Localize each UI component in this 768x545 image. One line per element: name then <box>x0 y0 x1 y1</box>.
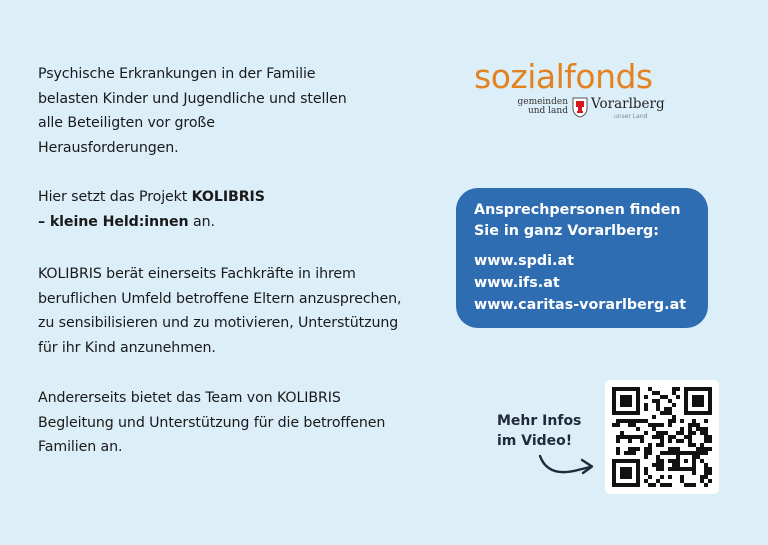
link-spdi[interactable]: www.spdi.at <box>474 253 574 269</box>
contact-heading <box>474 200 708 242</box>
text-fragment: Hier setzt das Projekt <box>38 189 192 205</box>
professionals-paragraph <box>38 262 401 360</box>
text-line: für ihr Kind anzunehmen. <box>38 339 216 356</box>
text-line: belasten Kinder und Jugendliche und stellen <box>38 90 347 107</box>
contact-heading-line: Ansprechpersonen finden <box>474 202 681 218</box>
link-ifs[interactable]: www.ifs.at <box>474 275 560 291</box>
logo-region: Vorarlberg <box>591 96 665 112</box>
text-line: alle Beteiligten vor große <box>38 115 215 131</box>
project-name: KOLIBRIS <box>191 189 265 205</box>
logo-wordmark: sozialfonds <box>474 57 653 96</box>
text-line: Begleitung und Unterstützung für die betroffenen <box>38 414 386 431</box>
text-line: Herausforderungen. <box>38 139 179 156</box>
text-line: zu sensibilisieren und zu motivieren, Unterstützung <box>38 315 399 331</box>
project-subtitle: – kleine Held:innen <box>38 213 189 230</box>
project-paragraph <box>38 185 265 234</box>
link-caritas[interactable]: www.caritas-vorarlberg.at <box>474 297 687 313</box>
sozialfonds-logo <box>474 58 684 128</box>
text-line: Psychische Erkrankungen in der Familie <box>38 66 316 82</box>
video-label <box>497 411 581 451</box>
text-line <box>38 185 265 210</box>
text-line: Andererseits bietet das Team von KOLIBRIS <box>38 390 341 406</box>
video-label-line: Mehr Infos <box>497 413 582 429</box>
logo-sub-line: gemeinden <box>517 97 568 107</box>
logo-tagline: unser Land <box>614 113 648 120</box>
qr-code-icon <box>612 387 712 487</box>
text-fragment: an. <box>188 213 215 230</box>
families-paragraph <box>38 386 385 460</box>
logo-subtitle <box>512 98 568 116</box>
contact-heading-line: Sie in ganz Vorarlberg: <box>474 223 659 239</box>
logo-sub-line: und land <box>527 106 568 116</box>
text-line: Familien an. <box>38 439 123 455</box>
text-line: KOLIBRIS berät einerseits Fachkräfte in ihrem <box>38 266 356 282</box>
qr-code[interactable] <box>605 380 719 494</box>
text-line <box>38 210 265 235</box>
contact-box <box>456 188 708 328</box>
intro-paragraph <box>38 62 347 160</box>
video-label-line: im Video! <box>497 433 573 449</box>
vorarlberg-crest-icon <box>571 96 589 118</box>
text-line: beruflichen Umfeld betroffene Eltern anzusprechen, <box>38 290 402 307</box>
curved-arrow-icon <box>534 448 604 482</box>
contact-links <box>474 250 708 316</box>
